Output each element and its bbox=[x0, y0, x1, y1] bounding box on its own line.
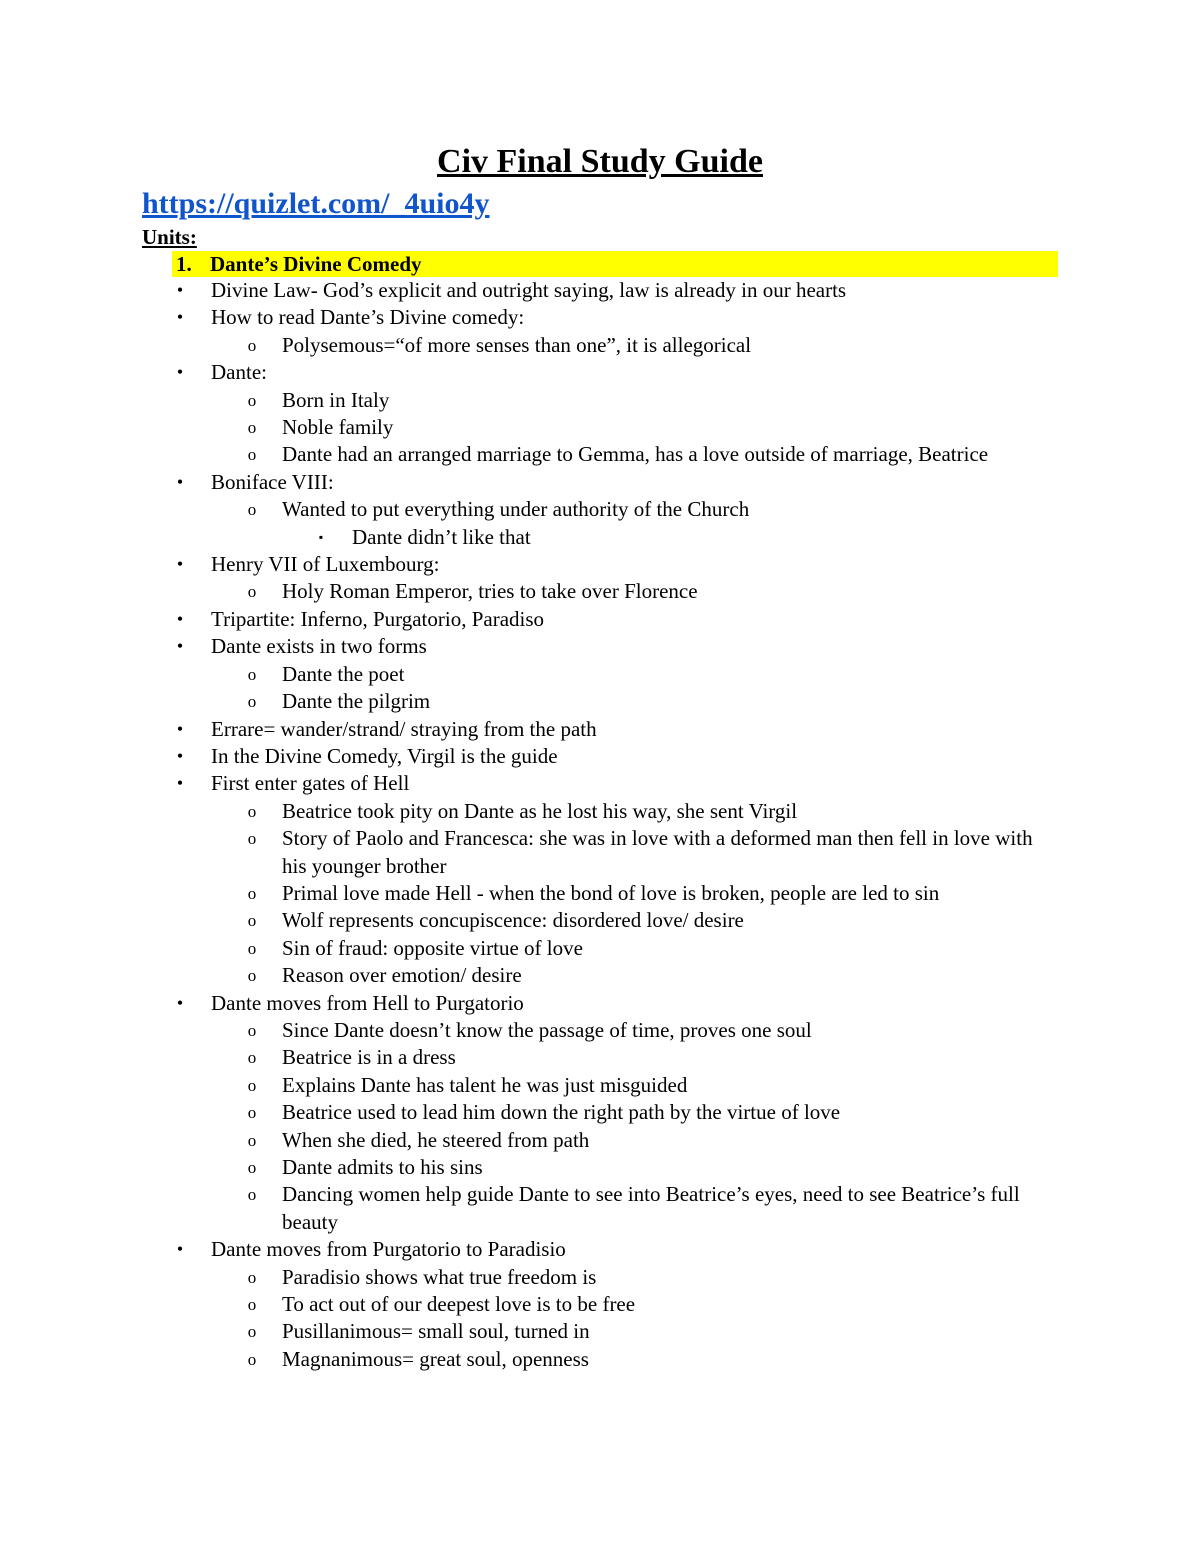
list-item bbox=[0, 1099, 1042, 1126]
list-item bbox=[0, 1346, 1042, 1373]
list-item bbox=[0, 1017, 1042, 1044]
sub-bullet-marker: o bbox=[247, 390, 257, 410]
bullet-marker: • bbox=[176, 554, 184, 575]
unit-title: Dante’s Divine Comedy bbox=[210, 252, 422, 276]
list-item bbox=[0, 277, 1200, 304]
list-item-text: Boniface VIII: bbox=[211, 469, 334, 494]
list-item bbox=[0, 359, 1200, 386]
list-item bbox=[0, 935, 1042, 962]
list-item bbox=[0, 1072, 1042, 1099]
list-item-text: To act out of our deepest love is to be free bbox=[282, 1292, 636, 1317]
list-item bbox=[0, 387, 1042, 414]
list-item-text: Dante didn’t like that bbox=[352, 524, 531, 549]
list-item bbox=[0, 1044, 1042, 1071]
sub-bullet-marker: o bbox=[247, 1075, 257, 1095]
bullet-marker: • bbox=[176, 636, 184, 657]
list-item bbox=[0, 414, 1042, 441]
list-item-text: Dante exists in two forms bbox=[211, 634, 427, 659]
list-item bbox=[0, 1127, 1042, 1154]
sub-bullet-marker: o bbox=[247, 801, 257, 821]
sub-bullet-marker: o bbox=[247, 938, 257, 958]
list-item bbox=[0, 743, 1200, 770]
list-item-text: Dante moves from Hell to Purgatorio bbox=[211, 990, 524, 1015]
list-item bbox=[0, 770, 1200, 797]
list-item bbox=[0, 990, 1200, 1017]
sub-bullet-marker: o bbox=[247, 692, 257, 712]
list-item-text: Dante: bbox=[211, 360, 267, 385]
list-item-text: Polysemous=“of more senses than one”, it is allegorical bbox=[282, 332, 752, 357]
list-item-text: Dante the pilgrim bbox=[282, 689, 431, 714]
list-item bbox=[0, 441, 1042, 468]
list-item-text: In the Divine Comedy, Virgil is the guide bbox=[211, 743, 558, 768]
sub-bullet-marker: o bbox=[247, 966, 257, 986]
bullet-marker: • bbox=[176, 718, 184, 739]
list-item-text: Beatrice took pity on Dante as he lost his way, she sent Virgil bbox=[282, 798, 798, 823]
list-item bbox=[0, 1236, 1200, 1263]
bullet-marker: • bbox=[176, 992, 184, 1013]
list-item-text: Magnanimous= great soul, openness bbox=[282, 1346, 589, 1371]
list-item bbox=[0, 578, 1042, 605]
sub-bullet-marker: o bbox=[247, 911, 257, 931]
list-item-text: Primal love made Hell - when the bond of love is broken, people are led to sin bbox=[282, 880, 940, 905]
list-item-text: Story of Paolo and Francesca: she was in love with a deformed man then fell in love with his younger brother bbox=[282, 826, 1033, 878]
sub-bullet-marker: o bbox=[247, 1048, 257, 1068]
unit-number: 1. bbox=[176, 252, 192, 276]
sub-bullet-marker: o bbox=[247, 418, 257, 438]
list-item-text: Dante had an arranged marriage to Gemma, has a love outside of marriage, Beatrice bbox=[282, 442, 989, 467]
list-item-text: How to read Dante’s Divine comedy: bbox=[211, 305, 525, 330]
sub-bullet-marker: o bbox=[247, 335, 257, 355]
list-item-text: Dante admits to his sins bbox=[282, 1155, 483, 1179]
unit-heading-highlighted bbox=[172, 251, 1058, 277]
list-item bbox=[0, 1291, 1042, 1318]
list-item-text: Dante the poet bbox=[282, 661, 405, 686]
sub-bullet-marker: o bbox=[247, 582, 257, 602]
list-item bbox=[0, 1264, 1042, 1291]
list-item bbox=[0, 907, 1042, 934]
bullet-marker: • bbox=[176, 773, 184, 794]
bullet-marker: • bbox=[176, 745, 184, 766]
sub-bullet-marker: o bbox=[247, 1130, 257, 1150]
sub-bullet-marker: o bbox=[247, 664, 257, 684]
sub-bullet-marker: o bbox=[247, 1322, 257, 1342]
list-item-text: Beatrice used to lead him down the right path by the virtue of love bbox=[282, 1100, 841, 1125]
list-item-text: When she died, he steered from path bbox=[282, 1127, 590, 1152]
bullet-marker: • bbox=[176, 608, 184, 629]
sub-bullet-marker: o bbox=[247, 1295, 257, 1315]
list-item-text: Since Dante doesn’t know the passage of time, proves one soul bbox=[282, 1017, 812, 1042]
list-item-text: Henry VII of Luxembourg: bbox=[211, 552, 440, 577]
list-item bbox=[0, 633, 1200, 660]
sub-bullet-marker: o bbox=[247, 445, 257, 465]
list-item bbox=[0, 606, 1200, 633]
list-item bbox=[0, 688, 1042, 715]
list-item-text: Pusillanimous= small soul, turned in bbox=[282, 1319, 590, 1344]
list-item-text: Paradisio shows what true freedom is bbox=[282, 1264, 597, 1289]
list-item-text: First enter gates of Hell bbox=[211, 771, 410, 796]
list-item bbox=[0, 880, 1042, 907]
sub-bullet-marker: o bbox=[247, 1267, 257, 1287]
list-item-text: Sin of fraud: opposite virtue of love bbox=[282, 935, 583, 960]
list-item bbox=[0, 304, 1200, 331]
list-item bbox=[0, 962, 1042, 989]
list-item bbox=[0, 524, 1200, 551]
sub-bullet-marker: o bbox=[247, 1020, 257, 1040]
list-item-text: Noble family bbox=[282, 415, 394, 440]
list-item-text: Tripartite: Inferno, Purgatorio, Paradiso bbox=[211, 606, 545, 631]
list-item bbox=[0, 1318, 1042, 1345]
list-item-text: Born in Italy bbox=[282, 387, 390, 412]
list-item-text: Errare= wander/strand/ straying from the path bbox=[211, 716, 597, 741]
list-item bbox=[0, 716, 1200, 743]
list-item-text: Holy Roman Emperor, tries to take over Florence bbox=[282, 579, 698, 604]
sub-bullet-marker: o bbox=[247, 829, 257, 849]
sub-bullet-marker: o bbox=[247, 500, 257, 520]
bullet-marker: • bbox=[176, 307, 184, 328]
list-item-text: Beatrice is in a dress bbox=[282, 1045, 456, 1070]
list-item bbox=[0, 661, 1042, 688]
list-item bbox=[0, 825, 1042, 880]
bullet-marker: • bbox=[176, 280, 184, 300]
list-item bbox=[0, 496, 1042, 523]
sub-bullet-marker: o bbox=[247, 1158, 257, 1177]
sub-bullet-marker: o bbox=[247, 1185, 257, 1205]
sub-bullet-marker: o bbox=[247, 1103, 257, 1123]
list-item bbox=[0, 798, 1042, 825]
units-label: Units: bbox=[142, 225, 197, 249]
list-item-text: Dante moves from Purgatorio to Paradisio bbox=[211, 1237, 566, 1262]
notes-list bbox=[0, 277, 1200, 1373]
bullet-marker: • bbox=[176, 1239, 184, 1260]
list-item-text: Wolf represents concupiscence: disordered love/ desire bbox=[282, 908, 744, 933]
list-item bbox=[0, 469, 1200, 496]
list-item bbox=[0, 1181, 1042, 1236]
bullet-marker: • bbox=[176, 362, 184, 383]
list-item bbox=[0, 332, 1042, 359]
sub-bullet-marker: o bbox=[247, 1349, 257, 1369]
sub-bullet-marker: o bbox=[247, 883, 257, 903]
page-title: Civ Final Study Guide bbox=[437, 143, 763, 180]
list-item-text: Reason over emotion/ desire bbox=[282, 963, 522, 988]
square-bullet-marker: ▪ bbox=[318, 529, 324, 544]
list-item-text: Explains Dante has talent he was just misguided bbox=[282, 1072, 688, 1097]
bullet-marker: • bbox=[176, 471, 184, 492]
list-item-text: Wanted to put everything under authority of the Church bbox=[282, 497, 750, 522]
list-item-text: Divine Law- God’s explicit and outright saying, law is already in our hearts bbox=[211, 278, 847, 302]
list-item bbox=[0, 1154, 1042, 1181]
list-item-text: Dancing women help guide Dante to see into Beatrice’s eyes, need to see Beatrice’s full beauty bbox=[282, 1182, 1020, 1234]
quizlet-link[interactable]: https://quizlet.com/_4uio4y bbox=[142, 187, 490, 220]
list-item bbox=[0, 551, 1200, 578]
